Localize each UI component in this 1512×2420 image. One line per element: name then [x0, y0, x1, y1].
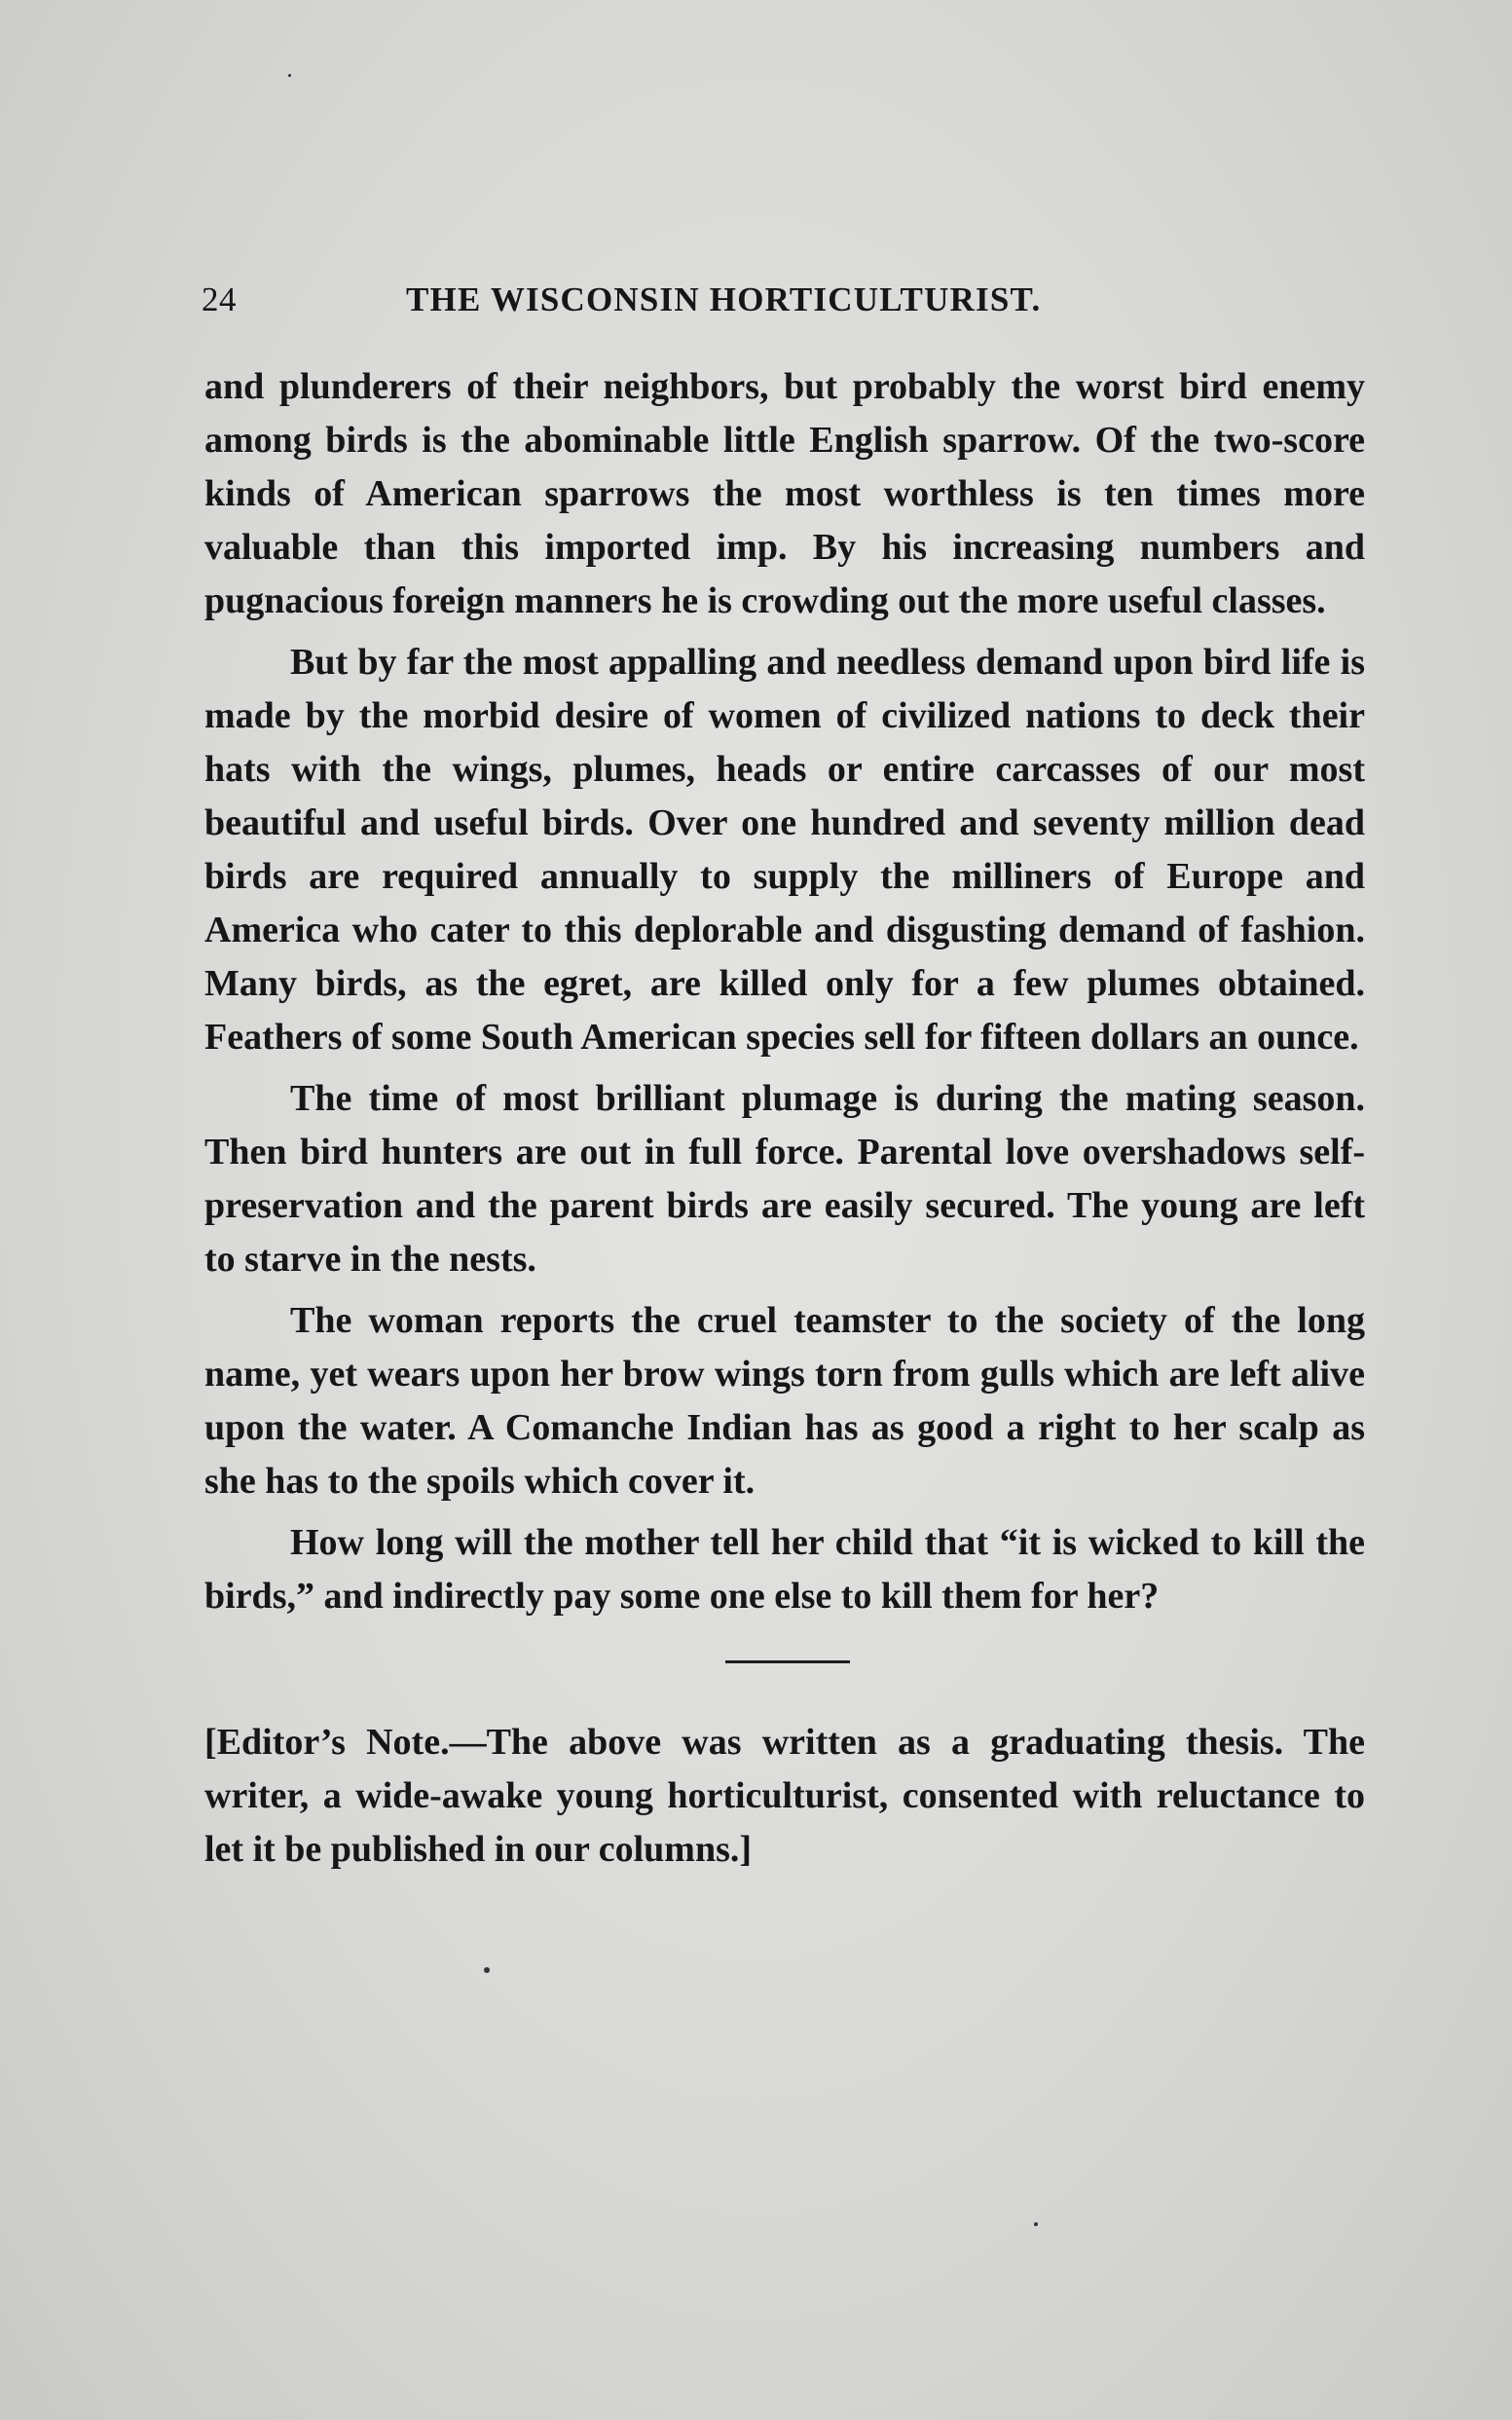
print-speck [1034, 2222, 1038, 2226]
print-speck [484, 1967, 490, 1973]
paragraph: The time of most brilliant plumage is during the mating season. Then bird hunters are out in full force. Parental love overshadows self-preservation and the parent birds are easily secured. The young are left to starve in the nests. [204, 1078, 1365, 1280]
running-head [202, 280, 1195, 329]
paragraph: How long will the mother tell her child that “it is wicked to kill the birds,” and indirectly pay some one else to kill them for her? [204, 1522, 1365, 1617]
article-body [204, 360, 1365, 1884]
print-speck [288, 74, 291, 77]
editor-note: [Editor’s Note.—The above was written as a graduating thesis. The writer, a wide-awake young horticulturist, consented with reluctance to let it be published in our columns.] [204, 1722, 1365, 1870]
paragraph: The woman reports the cruel teamster to the society of the long name, yet wears upon her brow wings torn from gulls which are left alive upon the water. A Comanche Indian has as good a right to her scalp as she has to the spoils which cover it. [204, 1300, 1365, 1502]
section-divider [725, 1660, 850, 1663]
paragraph: But by far the most appalling and needless demand upon bird life is made by the morbid desire of women of civilized nations to deck their hats with the wings, plumes, heads or entire carcasses of our most beautiful and useful birds. Over one hundred and seventy million dead birds are required annually to supply the milliners of Europe and America who cater to this deplorable and disgusting demand of fashion. Many birds, as the egret, are killed only for a few plumes obtained. Feathers of some South American species sell for fifteen dollars an ounce. [204, 642, 1365, 1058]
page-number: 24 [202, 280, 237, 318]
paragraph: and plunderers of their neighbors, but probably the worst bird enemy among birds is the abominable little English sparrow. Of the two-score kinds of American sparrows the most worthless is ten times more valuable than this imported imp. By his increasing numbers and pugnacious foreign manners he is crowding out the more useful classes. [204, 366, 1365, 621]
journal-title: THE WISCONSIN HORTICULTURIST. [406, 280, 1042, 318]
